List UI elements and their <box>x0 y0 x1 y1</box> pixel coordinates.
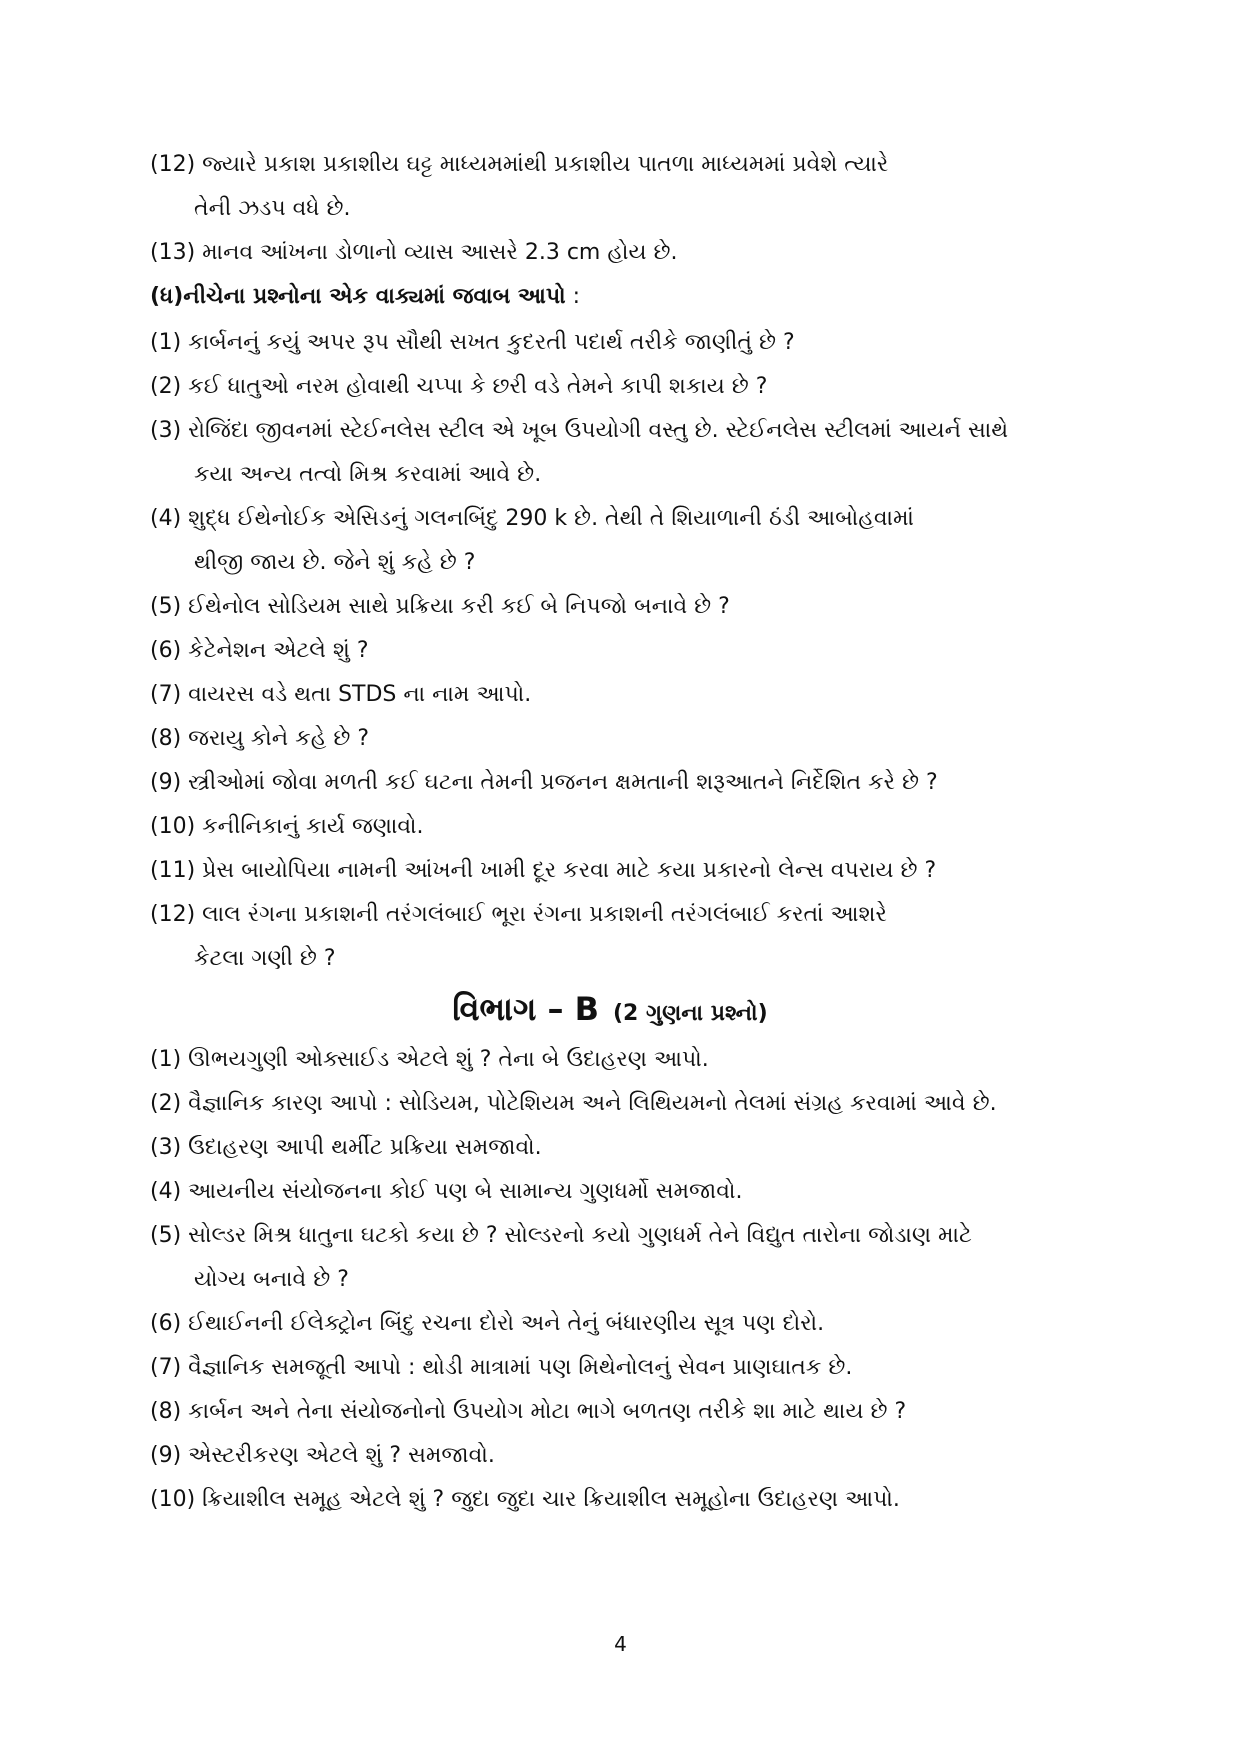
section-b-subtitle: (2 ગુણના પ્રશ્નો) <box>612 1001 768 1026</box>
question-text: (5) ઈથેનોલ સોડિયમ સાથે પ્રક્રિયા કરી કઈ બે નિપજો બનાવે છે ? <box>150 594 730 619</box>
page-content <box>150 148 1070 1527</box>
question-item <box>150 148 1070 226</box>
question-item <box>150 1219 1070 1297</box>
question-item <box>150 766 1070 800</box>
question-text: (6) ઈથાઈનની ઈલેક્ટ્રોન બિંદુ રચના દોરો અને તેનું બંધારણીય સૂત્ર પણ દોરો. <box>150 1311 825 1336</box>
question-text: (7) વાયરસ વડે થતા STDS ના નામ આપો. <box>150 682 532 707</box>
question-text: (1) ઊભયગુણી ઓક્સાઈડ એટલે શું ? તેના બે ઉદાહરણ આપો. <box>150 1047 709 1072</box>
question-item <box>150 1307 1070 1341</box>
question-text: (7) વૈજ્ઞાનિક સમજૂતી આપો : થોડી માત્રામાં પણ મિથેનોલનું સેવન પ્રાણઘાતક છે. <box>150 1355 853 1380</box>
section-dh-heading-colon: : <box>565 284 581 309</box>
question-item <box>150 898 1070 976</box>
question-text-continued: થીજી જાય છે. જેને શું કહે છે ? <box>194 550 476 575</box>
question-text: (3) રોજિંદા જીવનમાં સ્ટેઈનલેસ સ્ટીલ એ ખૂબ ઉપયોગી વસ્તુ છે. સ્ટેઈનલેસ સ્ટીલમાં આયર્ન સાથે <box>150 418 1009 443</box>
question-item <box>150 590 1070 624</box>
question-item <box>150 370 1070 404</box>
section-b-heading <box>150 990 1070 1029</box>
question-item <box>150 634 1070 668</box>
continued-statements-list <box>150 148 1070 270</box>
question-text-continued: કેટલા ગણી છે ? <box>194 946 336 971</box>
question-item <box>150 1439 1070 1473</box>
section-dh-heading <box>150 280 1070 314</box>
question-item <box>150 1131 1070 1165</box>
question-text-continued: કયા અન્ય તત્વો મિશ્ર કરવામાં આવે છે. <box>194 462 542 487</box>
question-item <box>150 1087 1070 1121</box>
question-item <box>150 722 1070 756</box>
question-text: (6) કેટેનેશન એટલે શું ? <box>150 638 369 663</box>
section-b-title: વિભાગ – B <box>452 990 599 1028</box>
question-item <box>150 502 1070 580</box>
section-dh-heading-text: (ધ)નીચેના પ્રશ્નોના એક વાક્યમાં જવાબ આપો <box>150 284 566 309</box>
question-item <box>150 810 1070 844</box>
question-text: (11) પ્રેસ બાયોપિયા નામની આંખની ખામી દૂર કરવા માટે કયા પ્રકારનો લેન્સ વપરાય છે ? <box>150 858 937 883</box>
question-text: (8) કાર્બન અને તેના સંયોજનોનો ઉપયોગ મોટા ભાગે બળતણ તરીકે શા માટે થાય છે ? <box>150 1399 907 1424</box>
question-item <box>150 414 1070 492</box>
question-text: (5) સોલ્ડર મિશ્ર ધાતુના ઘટકો કયા છે ? સોલ્ડરનો કયો ગુણધર્મ તેને વિદ્યુત તારોના જોડાણ માટે <box>150 1223 972 1248</box>
question-text: (12) જ્યારે પ્રકાશ પ્રકાશીય ઘટ્ટ માધ્યમમાંથી પ્રકાશીય પાતળા માધ્યમમાં પ્રવેશે ત્યારે <box>150 152 889 177</box>
question-text: (9) એસ્ટરીકરણ એટલે શું ? સમજાવો. <box>150 1443 495 1468</box>
question-text: (4) આયનીય સંયોજનના કોઈ પણ બે સામાન્ય ગુણધર્મો સમજાવો. <box>150 1179 743 1204</box>
question-text: (1) કાર્બનનું કયું અપર રૂપ સૌથી સખત કુદરતી પદાર્થ તરીકે જાણીતું છે ? <box>150 330 795 355</box>
question-text: (9) સ્ત્રીઓમાં જોવા મળતી કઈ ઘટના તેમની પ્રજનન ક્ષમતાની શરૂઆતને નિર્દેશિત કરે છે ? <box>150 770 938 795</box>
question-text: (10) કનીનિકાનું કાર્ય જણાવો. <box>150 814 424 839</box>
question-text: (12) લાલ રંગના પ્રકાશની તરંગલંબાઈ ભૂરા રંગના પ્રકાશની તરંગલંબાઈ કરતાં આશરે <box>150 902 887 927</box>
page-number: 4 <box>614 1632 627 1656</box>
question-text: (10) ક્રિયાશીલ સમૂહ એટલે શું ? જુદા જુદા ચાર ક્રિયાશીલ સમૂહોના ઉદાહરણ આપો. <box>150 1487 900 1512</box>
question-item <box>150 1351 1070 1385</box>
question-text: (2) વૈજ્ઞાનિક કારણ આપો : સોડિયમ, પોટેશિયમ અને લિથિયમનો તેલમાં સંગ્રહ કરવામાં આવે છે. <box>150 1091 997 1116</box>
question-text: (8) જરાયુ કોને કહે છે ? <box>150 726 370 751</box>
question-item <box>150 236 1070 270</box>
two-mark-questions-list <box>150 1043 1070 1517</box>
question-item <box>150 678 1070 712</box>
question-item <box>150 1175 1070 1209</box>
question-text-continued: યોગ્ય બનાવે છે ? <box>194 1267 349 1292</box>
question-item <box>150 1483 1070 1517</box>
question-text: (13) માનવ આંખના ડોળાનો વ્યાસ આસરે 2.3 cm હોય છે. <box>150 240 678 265</box>
question-text: (4) શુદ્ધ ઈથેનોઈક એસિડનું ગલનબિંદુ 290 k છે. તેથી તે શિયાળાની ઠંડી આબોહવામાં <box>150 506 914 531</box>
question-text-continued: તેની ઝડપ વધે છે. <box>194 196 351 221</box>
question-item <box>150 326 1070 360</box>
question-item <box>150 1395 1070 1429</box>
one-sentence-questions-list <box>150 326 1070 976</box>
question-text: (2) કઈ ધાતુઓ નરમ હોવાથી ચપ્પા કે છરી વડે તેમને કાપી શકાય છે ? <box>150 374 768 399</box>
question-item <box>150 854 1070 888</box>
question-text: (3) ઉદાહરણ આપી થર્મીટ પ્રક્રિયા સમજાવો. <box>150 1135 542 1160</box>
question-item <box>150 1043 1070 1077</box>
